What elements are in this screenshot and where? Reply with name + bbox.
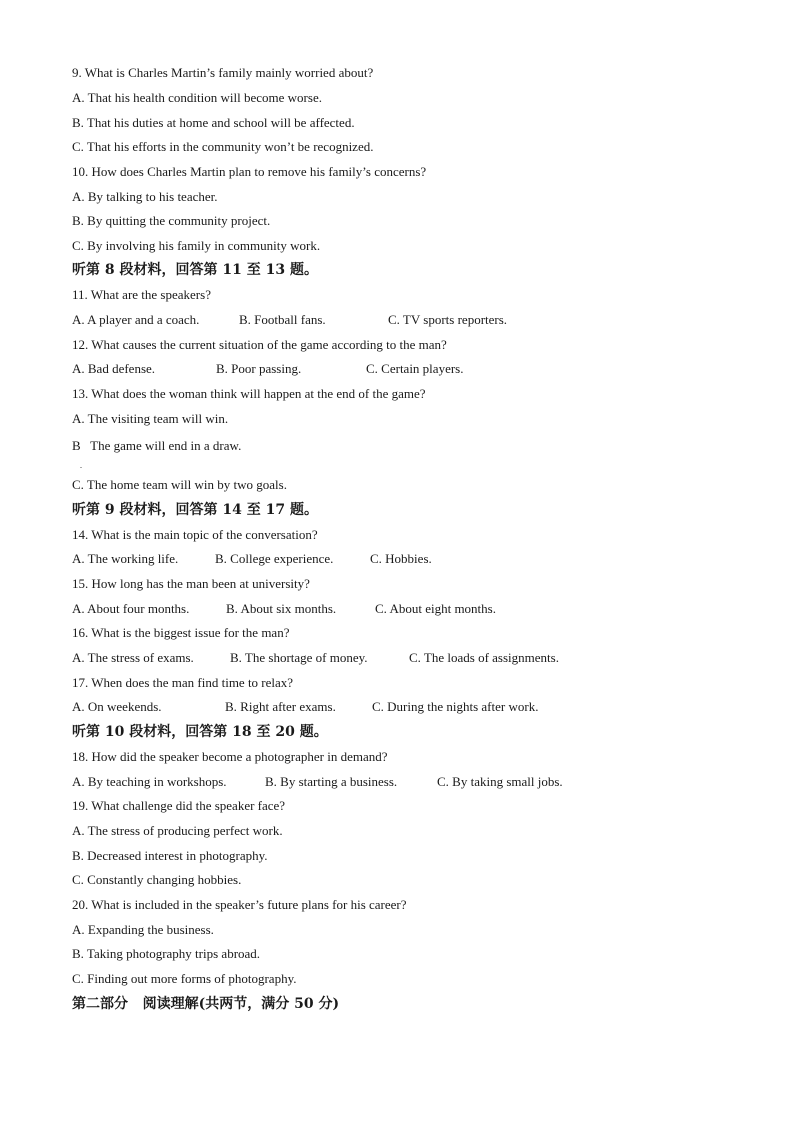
question-15-stem: 15. How long has the man been at university? [72,576,310,591]
question-16-option-a: A. The stress of exams. [72,650,194,665]
stray-mark: . [80,461,82,470]
question-10-option-b: B. By quitting the community project. [72,213,271,228]
question-16-stem: 16. What is the biggest issue for the man? [72,625,290,640]
question-9-option-a: A. That his health condition will become worse. [72,90,322,105]
question-9-stem: 9. What is Charles Martin’s family mainly worried about? [72,65,374,80]
question-14-stem: 14. What is the main topic of the conversation? [72,527,318,542]
question-19-option-a: A. The stress of producing perfect work. [72,823,283,838]
question-11-option-b: B. Football fans. [239,312,326,327]
question-15-option-a: A. About four months. [72,601,190,616]
question-12-stem: 12. What causes the current situation of the game according to the man? [72,337,447,352]
question-10-stem: 10. How does Charles Martin plan to remove his family’s concerns? [72,164,427,179]
question-19-option-b: B. Decreased interest in photography. [72,848,268,863]
question-13-option-c: C. The home team will win by two goals. [72,477,287,492]
question-14-option-c: C. Hobbies. [370,551,432,566]
question-20-option-b: B. Taking photography trips abroad. [72,946,261,961]
question-19-stem: 19. What challenge did the speaker face? [72,798,286,813]
question-14-option-b: B. College experience. [215,551,334,566]
question-11-option-c: C. TV sports reporters. [388,312,508,327]
question-17-stem: 17. When does the man find time to relax? [72,675,294,690]
question-18-option-a: A. By teaching in workshops. [72,774,227,789]
question-20-option-a: A. Expanding the business. [72,922,214,937]
question-17-option-a: A. On weekends. [72,699,162,714]
question-20-stem: 20. What is included in the speaker’s future plans for his career? [72,897,407,912]
question-12-option-a: A. Bad defense. [72,361,156,376]
question-20-option-c: C. Finding out more forms of photography. [72,971,297,986]
section-10-heading: 听第 10 段材料，回答第 18 至 20 题。 [72,724,328,740]
question-17-option-b: B. Right after exams. [225,699,336,714]
question-17-option-c: C. During the nights after work. [372,699,539,714]
question-10-option-a: A. By talking to his teacher. [72,189,218,204]
section-9-heading: 听第 9 段材料，回答第 14 至 17 题。 [72,502,318,518]
question-18-option-c: C. By taking small jobs. [437,774,563,789]
question-9-option-c: C. That his efforts in the community won’t be recognized. [72,139,374,154]
question-18-option-b: B. By starting a business. [265,774,398,789]
question-12-option-c: C. Certain players. [366,361,464,376]
section-8-heading: 听第 8 段材料，回答第 11 至 13 题。 [72,262,318,278]
question-14-option-a: A. The working life. [72,551,179,566]
question-15-option-b: B. About six months. [226,601,337,616]
question-12-option-b: B. Poor passing. [216,361,302,376]
question-11-stem: 11. What are the speakers? [72,287,211,302]
question-16-option-b: B. The shortage of money. [230,650,368,665]
question-13-stem: 13. What does the woman think will happen at the end of the game? [72,386,426,401]
question-11-option-a: A. A player and a coach. [72,312,200,327]
question-10-option-c: C. By involving his family in community work. [72,238,321,253]
question-18-stem: 18. How did the speaker become a photographer in demand? [72,749,388,764]
part-2-heading: 第二部分 阅读理解(共两节，满分 50 分) [72,996,340,1012]
question-9-option-b: B. That his duties at home and school will be affected. [72,115,355,130]
question-15-option-c: C. About eight months. [375,601,496,616]
question-13-option-b: B The game will end in a draw. [72,438,242,453]
question-13-option-a: A. The visiting team will win. [72,411,229,426]
question-19-option-c: C. Constantly changing hobbies. [72,872,242,887]
question-16-option-c: C. The loads of assignments. [409,650,559,665]
